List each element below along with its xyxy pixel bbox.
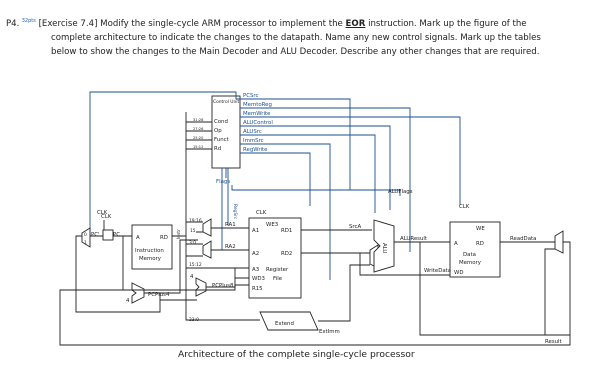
sig-memtoreg: MemtoReg	[243, 102, 272, 108]
instr-label: Instr	[177, 229, 182, 239]
pcplus4-label: PCPlus4	[148, 292, 170, 298]
instruction-memory	[132, 225, 172, 269]
dm-rd: RD	[476, 241, 484, 247]
pcplus8-adder	[196, 278, 206, 296]
clk-label-dm: CLK	[459, 204, 470, 210]
dm-wd: WD	[454, 270, 464, 276]
writedata-label: WriteData	[424, 268, 452, 274]
ra1-label: RA1	[225, 222, 236, 228]
imem-a: A	[136, 235, 140, 241]
pc-register	[103, 230, 113, 240]
result-label: Result	[545, 339, 562, 345]
rf-r15: R15	[252, 286, 263, 292]
control-input-cond: Cond	[214, 119, 228, 125]
data-memory	[450, 222, 500, 277]
clk-label-top: CLK	[97, 210, 108, 216]
alu-label: ALU	[381, 243, 387, 254]
rf-a2: A2	[252, 251, 260, 257]
control-unit-title: Control Unit	[213, 100, 240, 105]
dm-title-1: Data	[463, 252, 476, 258]
rd-bits: 15:12	[193, 145, 204, 149]
rf-title-2: File	[273, 276, 283, 282]
rf-a3: A3	[252, 267, 260, 273]
control-input-op: Op	[214, 128, 222, 134]
aluresult-label: ALUResult	[400, 236, 428, 242]
control-input-rd: Rd	[214, 146, 222, 152]
regsrc-label: RegSrc	[232, 204, 237, 220]
pc-prime-label: PC'	[91, 232, 100, 238]
pcplus4-adder	[132, 283, 144, 303]
fifteen-label: 15	[190, 229, 196, 234]
control-flags: Flags	[216, 179, 231, 185]
sig-regwrite: RegWrite	[243, 147, 268, 153]
rf-a1: A1	[252, 228, 260, 234]
question-number: P4.	[6, 18, 20, 29]
op-bits: 27:26	[193, 127, 204, 131]
funct-bits: 25:20	[193, 136, 204, 140]
sig-pcsrc: PCSrc	[243, 93, 259, 99]
rf-title-1: Register	[266, 267, 289, 273]
question-text-before: [Exercise 7.4] Modify the single-cycle ARM processor to implement the	[38, 18, 346, 29]
sig-alucontrol: ALUControl	[243, 120, 273, 126]
dm-we: WE	[476, 226, 485, 232]
question-line-2: complete architecture to indicate the changes to the datapath. Name any new control signals. Mark up the tables	[51, 32, 541, 43]
ra2-mux	[203, 241, 211, 258]
pc-mux-1: 1	[84, 241, 87, 246]
memtoreg-mux	[555, 231, 563, 253]
dm-a: A	[454, 241, 458, 247]
clk-label-rf: CLK	[256, 210, 267, 216]
sig-memwrite: MemWrite	[243, 111, 271, 117]
four-2: 4	[190, 274, 194, 280]
bits-15-12: 15:12	[189, 263, 202, 268]
pc-label: PC	[113, 232, 121, 238]
imem-title-2: Memory	[139, 256, 161, 262]
control-input-funct: Funct	[214, 137, 229, 143]
readdata-label: ReadData	[510, 236, 537, 242]
clk-label-pc: CLK	[101, 214, 112, 220]
figure-caption: Architecture of the complete single-cycle processor	[178, 349, 415, 360]
question-points: 32pts	[21, 18, 36, 24]
aluflags-label: ALUFlags	[388, 189, 413, 195]
ra1-mux	[203, 219, 211, 236]
question-text-after: instruction. Mark up the figure of the	[365, 18, 527, 29]
sig-immsrc: ImmSrc	[243, 138, 264, 144]
question-line-3: below to show the changes to the Main Decoder and ALU Decoder. Describe any other changes that are required.	[51, 46, 540, 57]
imem-title-1: Instruction	[135, 248, 164, 254]
sig-alusrc: ALUSrc	[243, 129, 262, 135]
rf-rd1: RD1	[281, 228, 293, 234]
rf-rd2: RD2	[281, 251, 293, 257]
four-1: 4	[126, 298, 130, 304]
imem-rd: RD	[160, 235, 168, 241]
bits-19-16: 19:16	[189, 219, 202, 224]
pc-mux-0: 0	[84, 233, 87, 238]
rf-wd3: WD3	[252, 276, 265, 282]
rf-we3: WE3	[266, 222, 279, 228]
srca-label: SrcA	[349, 224, 362, 230]
dm-title-2: Memory	[459, 260, 481, 266]
ra2-label: RA2	[225, 244, 236, 250]
pcplus8-label: PCPlus8	[212, 283, 234, 289]
bits-23-0: 23:0	[189, 318, 199, 323]
bits-3-0: 3:0	[189, 241, 197, 246]
extimm-label: ExtImm	[319, 329, 340, 335]
question-instruction: EOR	[345, 18, 366, 29]
cond-bits: 31:28	[193, 118, 204, 122]
extend-label: Extend	[275, 321, 294, 327]
